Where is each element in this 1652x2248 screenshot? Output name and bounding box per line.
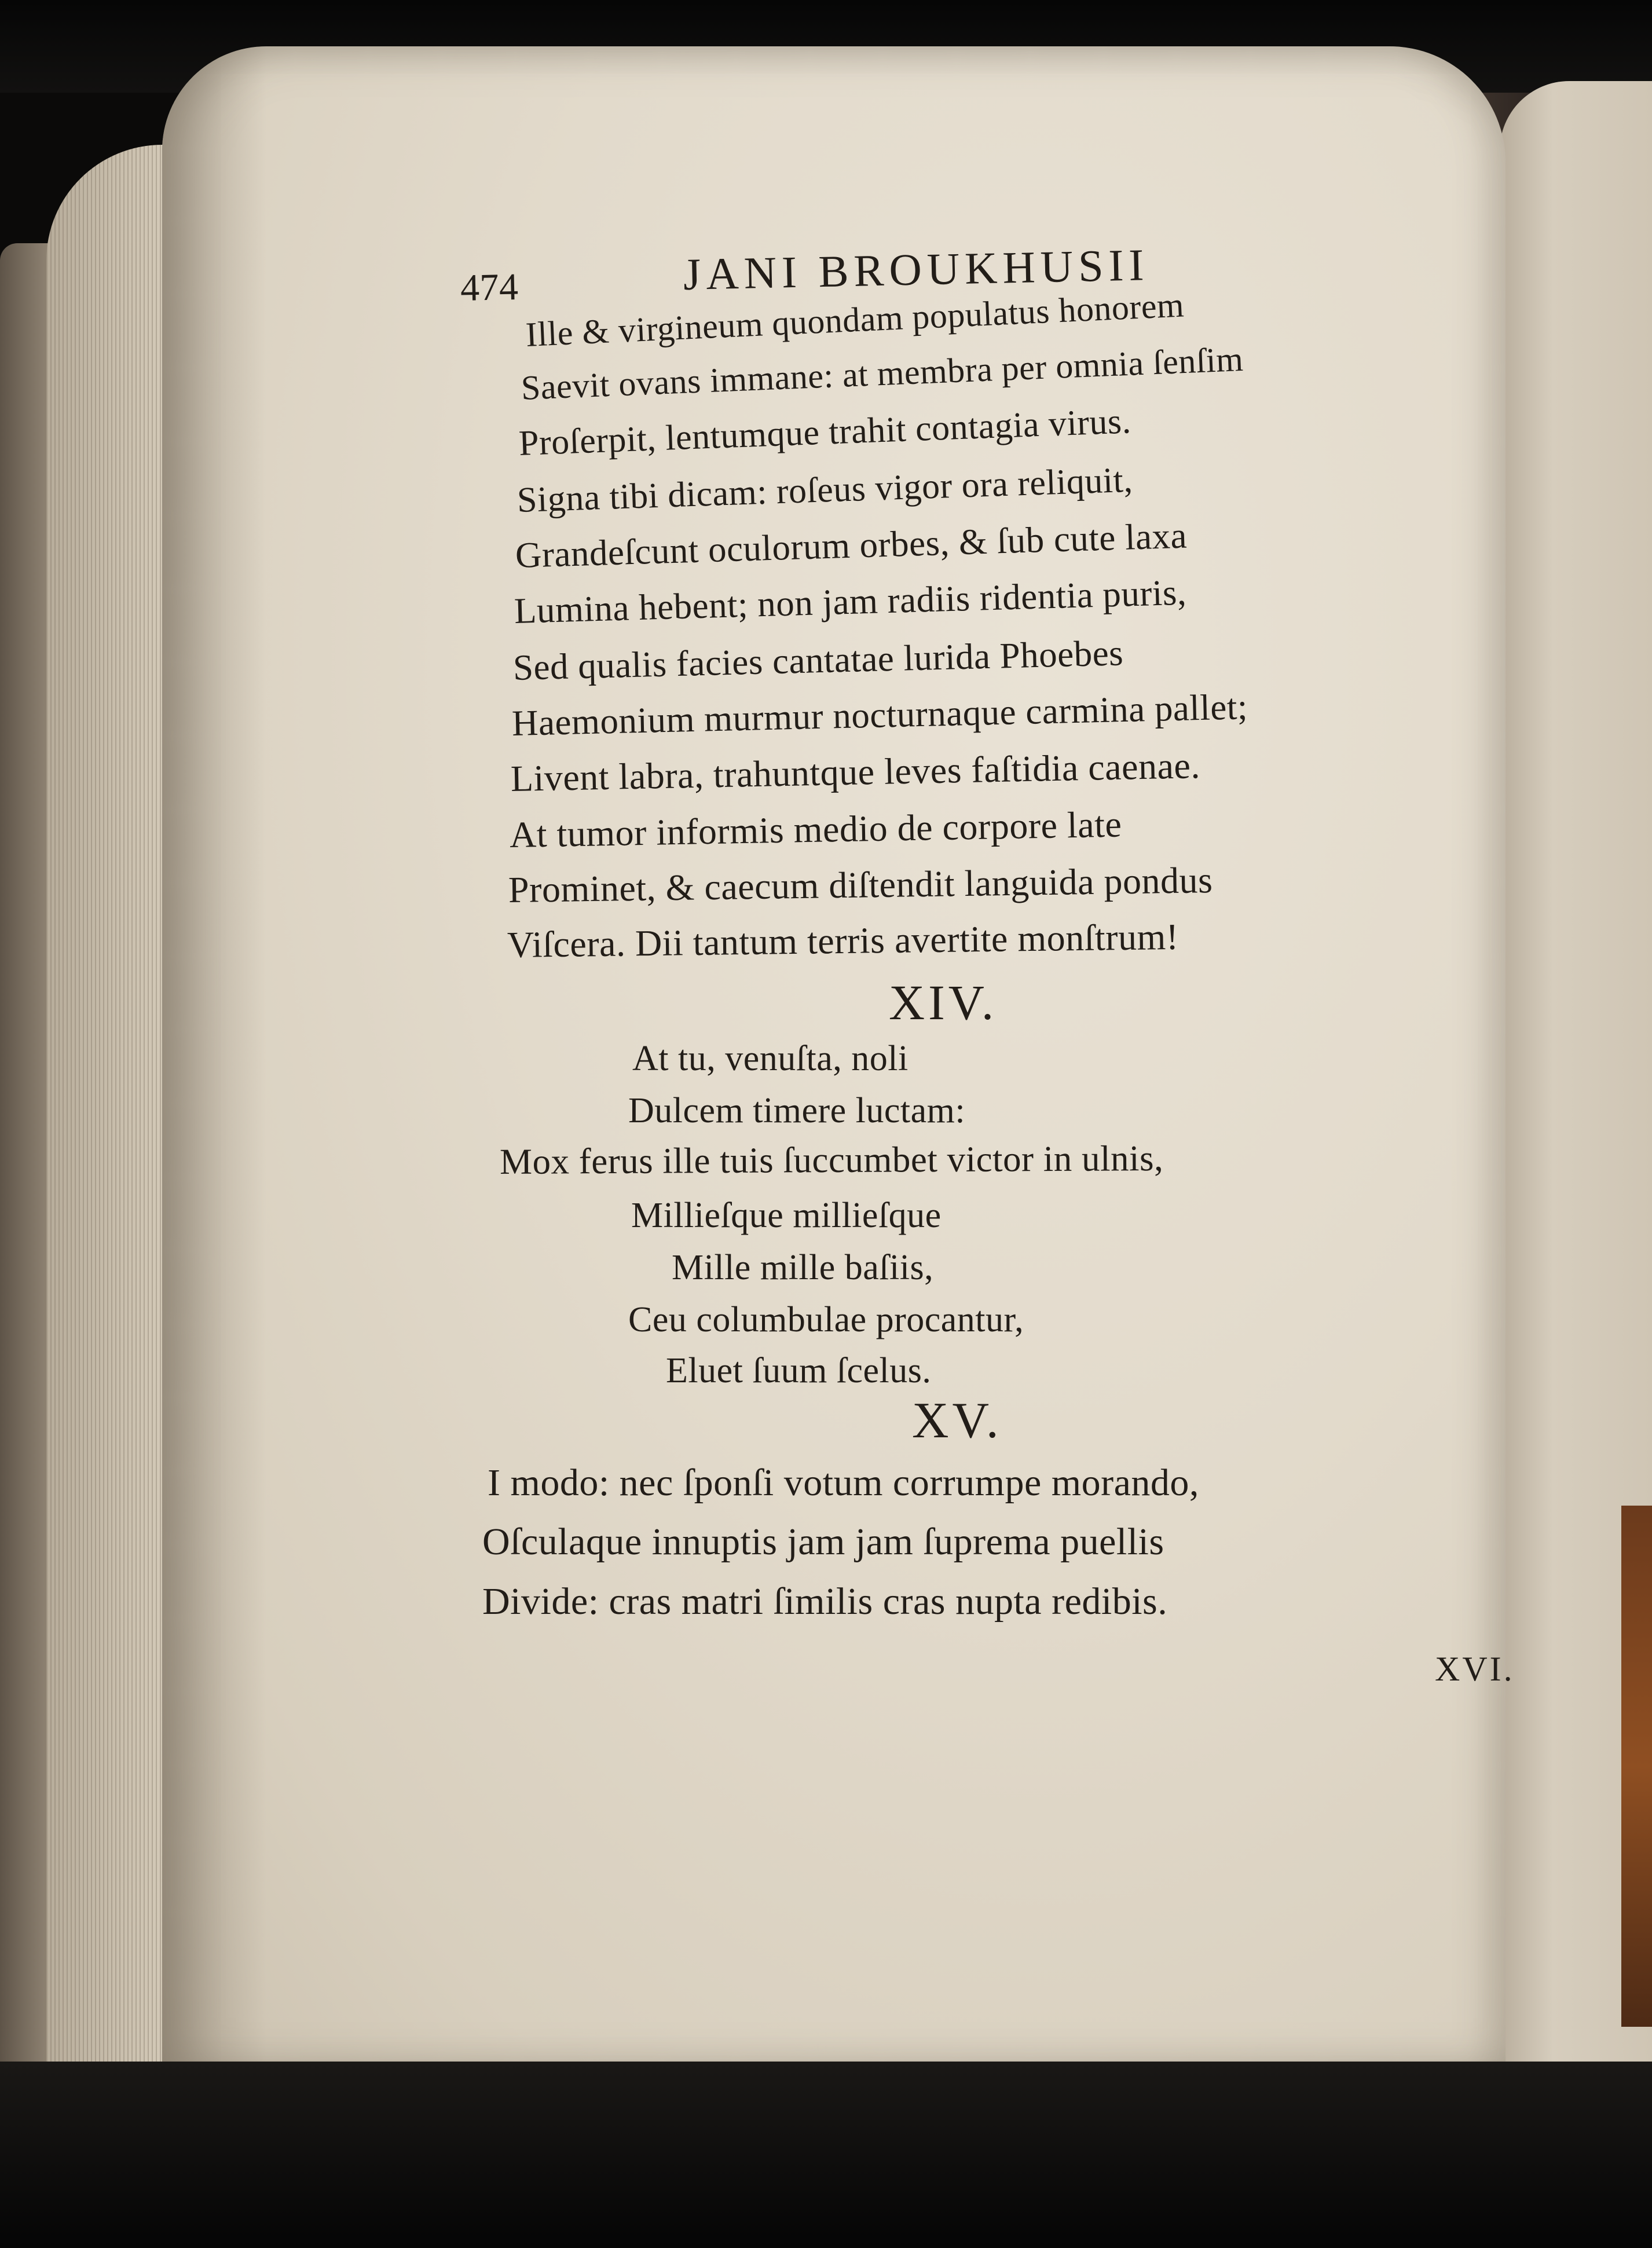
poem-numeral: XV.: [912, 1393, 1002, 1449]
verse-line: Mille mille baſiis,: [672, 1248, 934, 1287]
verse-line: Saevit ovans immane: at membra per omnia ſenſim: [520, 339, 1244, 407]
verse-line: I modo: nec ſponſi votum corrumpe morando,: [488, 1462, 1199, 1504]
verse-line: Prominet, & caecum diſtendit languida pondus: [508, 859, 1213, 910]
verse-line: Ille & virgineum quondam populatus honorem: [525, 285, 1185, 354]
verse-line: Sed qualis facies cantatae lurida Phoebes: [512, 632, 1124, 688]
leather-binding-edge: [1621, 1506, 1652, 2027]
page-gutter-shadow: [162, 46, 266, 2073]
running-title: JANI BROUKHUSII: [683, 239, 1150, 299]
verse-line: Divide: cras matri ſimilis cras nupta redibis.: [482, 1580, 1168, 1623]
verse-line: Ceu columbulae procantur,: [628, 1300, 1024, 1339]
page-number: 474: [460, 265, 519, 309]
poem-numeral: XIV.: [889, 975, 998, 1030]
verse-line: Proſerpit, lentumque trahit contagia virus.: [518, 401, 1132, 463]
verse-line: Livent labra, trahuntque leves faſtidia caenae.: [510, 745, 1201, 799]
verse-line: Eluet ſuum ſcelus.: [666, 1351, 932, 1390]
verse-line: Signa tibi dicam: roſeus vigor ora reliquit,: [516, 460, 1134, 520]
verse-line: At tu, venuſta, noli: [632, 1039, 909, 1078]
verse-line: Lumina hebent; non jam radiis ridentia puris,: [514, 572, 1187, 631]
verse-line: Dulcem timere luctam:: [628, 1091, 966, 1130]
verse-line: Mox ferus ille tuis ſuccumbet victor in ulnis,: [499, 1137, 1164, 1182]
catchword: XVI.: [1435, 1650, 1515, 1688]
dark-foreground: [0, 2062, 1652, 2248]
verse-line: At tumor informis medio de corpore late: [509, 803, 1122, 855]
verse-line: Oſculaque innuptis jam jam ſuprema puellis: [482, 1521, 1164, 1563]
verse-line: Haemonium murmur nocturnaque carmina pallet;: [511, 686, 1248, 744]
verse-line: Viſcera. Dii tantum terris avertite monſtrum!: [507, 916, 1179, 965]
verse-line: Millieſque millieſque: [631, 1196, 942, 1235]
verse-line: Grandeſcunt oculorum orbes, & ſub cute laxa: [514, 515, 1188, 576]
